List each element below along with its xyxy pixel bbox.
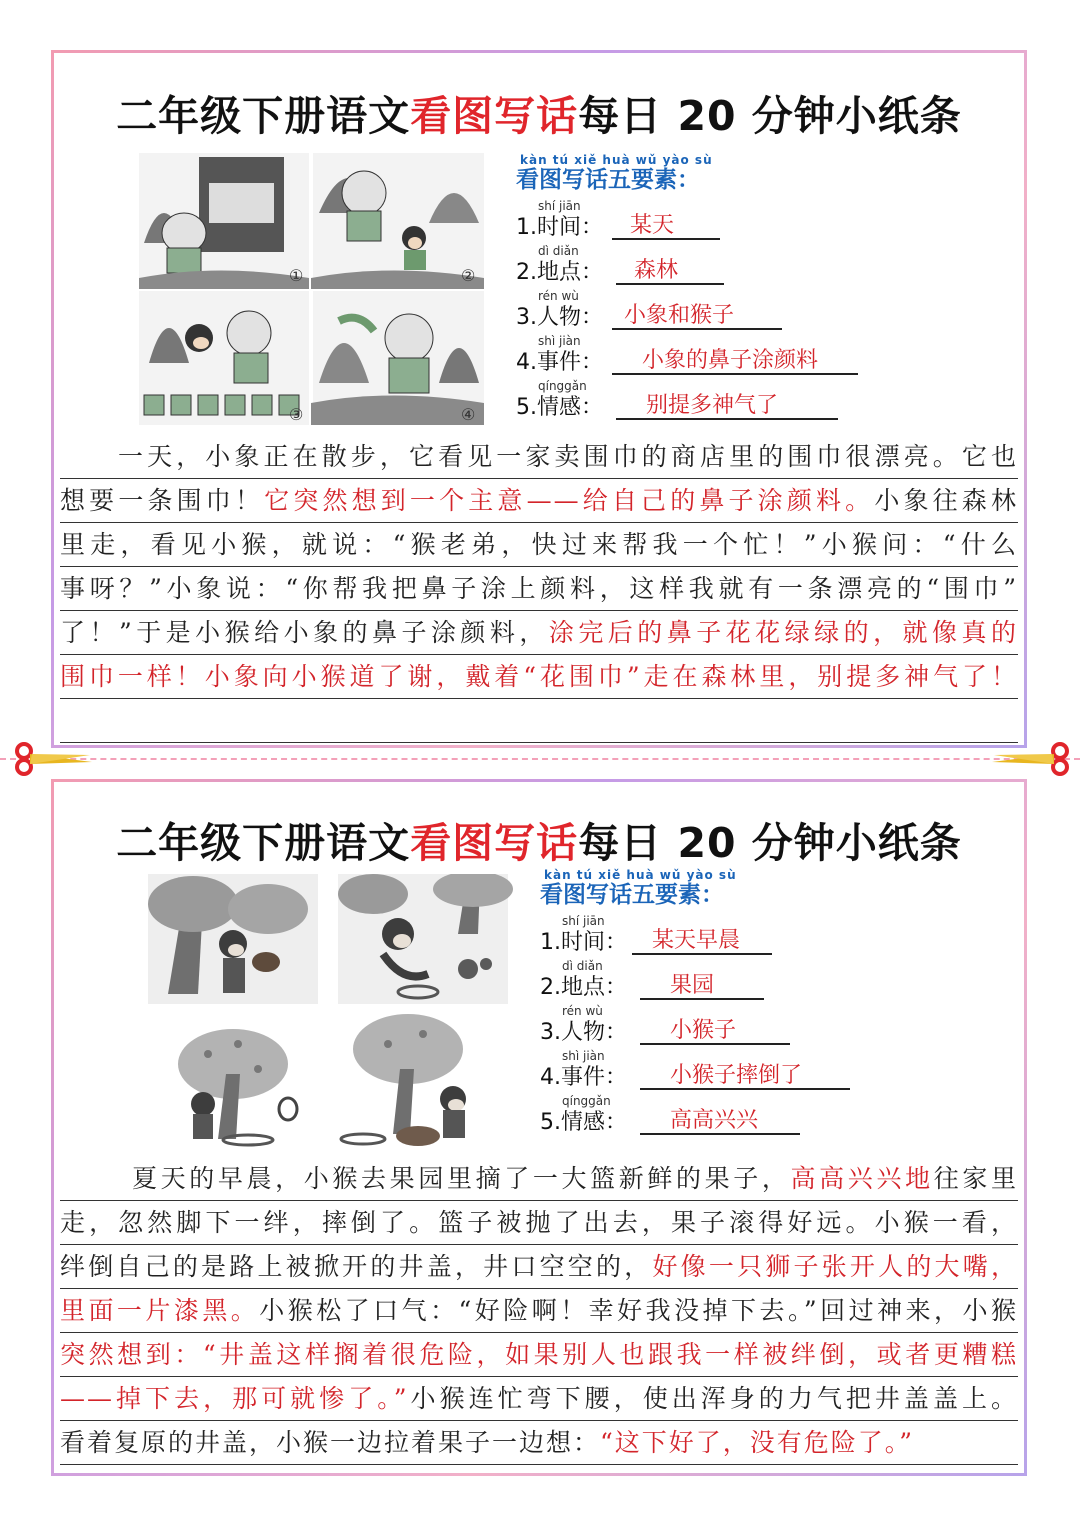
essay-text — [60, 1157, 1018, 1465]
answer-feeling: 高高兴兴 — [640, 1103, 800, 1135]
five-elements-box — [516, 153, 876, 424]
answer-event: 小猴子摔倒了 — [640, 1058, 850, 1090]
cut-line — [0, 758, 1080, 760]
scissors-icon — [14, 742, 94, 780]
answer-time: 某天早晨 — [632, 923, 772, 955]
element-characters: rén wù 3.人物： 小猴子 — [540, 1004, 880, 1049]
answer-feeling: 别提多神气了 — [616, 388, 838, 420]
five-elements-heading: 看图写话五要素： — [540, 882, 724, 908]
scissors-icon — [990, 742, 1070, 780]
page-title: 二年级下册语文看图写话每日 20 分钟小纸条 — [116, 819, 962, 867]
element-event: shì jiàn 4.事件： 小象的鼻子涂颜料 — [516, 334, 876, 379]
element-place: dì diǎn 2.地点： 果园 — [540, 959, 880, 1004]
essay-line: 想要一条围巾！它突然想到一个主意——给自己的鼻子涂颜料。小象往森林 — [60, 479, 1018, 523]
element-feeling: qínggǎn 5.情感： 别提多神气了 — [516, 379, 876, 424]
essay-line: 走，忽然脚下一绊，摔倒了。篮子被抛了出去，果子滚得好远。小猴一看， — [60, 1201, 1018, 1245]
essay-line: 围巾一样！小象向小猴道了谢，戴着“花围巾”走在森林里，别提多神气了！ — [60, 655, 1018, 699]
essay-line: 事呀？”小象说：“你帮我把鼻子涂上颜料，这样我就有一条漂亮的“围巾” — [60, 567, 1018, 611]
worksheet-card-1 — [51, 50, 1027, 748]
element-characters: rén wù 3.人物： 小象和猴子 — [516, 289, 876, 334]
answer-time: 某天 — [612, 208, 720, 240]
heading-pinyin: kàn tú xiě huà wǔ yào sù — [544, 868, 737, 882]
answer-place: 果园 — [640, 968, 764, 1000]
answer-place: 森林 — [616, 253, 724, 285]
worksheet-card-2 — [51, 779, 1027, 1476]
panel-number-1: ① — [289, 266, 304, 285]
five-elements-heading: 看图写话五要素： — [516, 167, 700, 193]
panel-number-4: ④ — [461, 405, 476, 424]
essay-text — [60, 435, 1018, 743]
essay-line-empty — [60, 699, 1018, 743]
essay-line: 突然想到：“井盖这样搁着很危险，如果别人也跟我一样被绊倒，或者更糟糕 — [60, 1333, 1018, 1377]
essay-line: 一天，小象正在散步，它看见一家卖围巾的商店里的围巾很漂亮。它也 — [60, 435, 1018, 479]
page-title: 二年级下册语文看图写话每日 20 分钟小纸条 — [116, 92, 962, 140]
heading-pinyin: kàn tú xiě huà wǔ yào sù — [520, 153, 713, 167]
element-feeling: qínggǎn 5.情感： 高高兴兴 — [540, 1094, 880, 1139]
panel-number-3: ③ — [289, 405, 304, 424]
essay-line: 看着复原的井盖，小猴一边拉着果子一边想：“这下好了，没有危险了。” — [60, 1421, 1018, 1465]
story-illustration — [148, 874, 518, 1149]
essay-line: ——掉下去，那可就惨了。”小猴连忙弯下腰，使出浑身的力气把井盖盖上。 — [60, 1377, 1018, 1421]
story-illustration — [139, 153, 484, 425]
panel-number-2: ② — [461, 266, 476, 285]
element-time: shí jiān 1.时间： 某天 — [516, 199, 876, 244]
essay-line: 里走，看见小猴，就说：“猴老弟，快过来帮我一个忙！”小猴问：“什么 — [60, 523, 1018, 567]
essay-line: 夏天的早晨，小猴去果园里摘了一大篮新鲜的果子，高高兴兴地往家里 — [60, 1157, 1018, 1201]
element-time: shí jiān 1.时间： 某天早晨 — [540, 914, 880, 959]
answer-characters: 小猴子 — [640, 1013, 790, 1045]
essay-line: 绊倒自己的是路上被掀开的井盖，井口空空的，好像一只狮子张开人的大嘴， — [60, 1245, 1018, 1289]
essay-line: 里面一片漆黑。小猴松了口气：“好险啊！幸好我没掉下去。”回过神来，小猴 — [60, 1289, 1018, 1333]
answer-characters: 小象和猴子 — [612, 298, 782, 330]
five-elements-box — [540, 868, 880, 1139]
answer-event: 小象的鼻子涂颜料 — [612, 343, 858, 375]
element-event: shì jiàn 4.事件： 小猴子摔倒了 — [540, 1049, 880, 1094]
element-place: dì diǎn 2.地点： 森林 — [516, 244, 876, 289]
essay-line: 了！”于是小猴给小象的鼻子涂颜料，涂完后的鼻子花花绿绿的，就像真的 — [60, 611, 1018, 655]
